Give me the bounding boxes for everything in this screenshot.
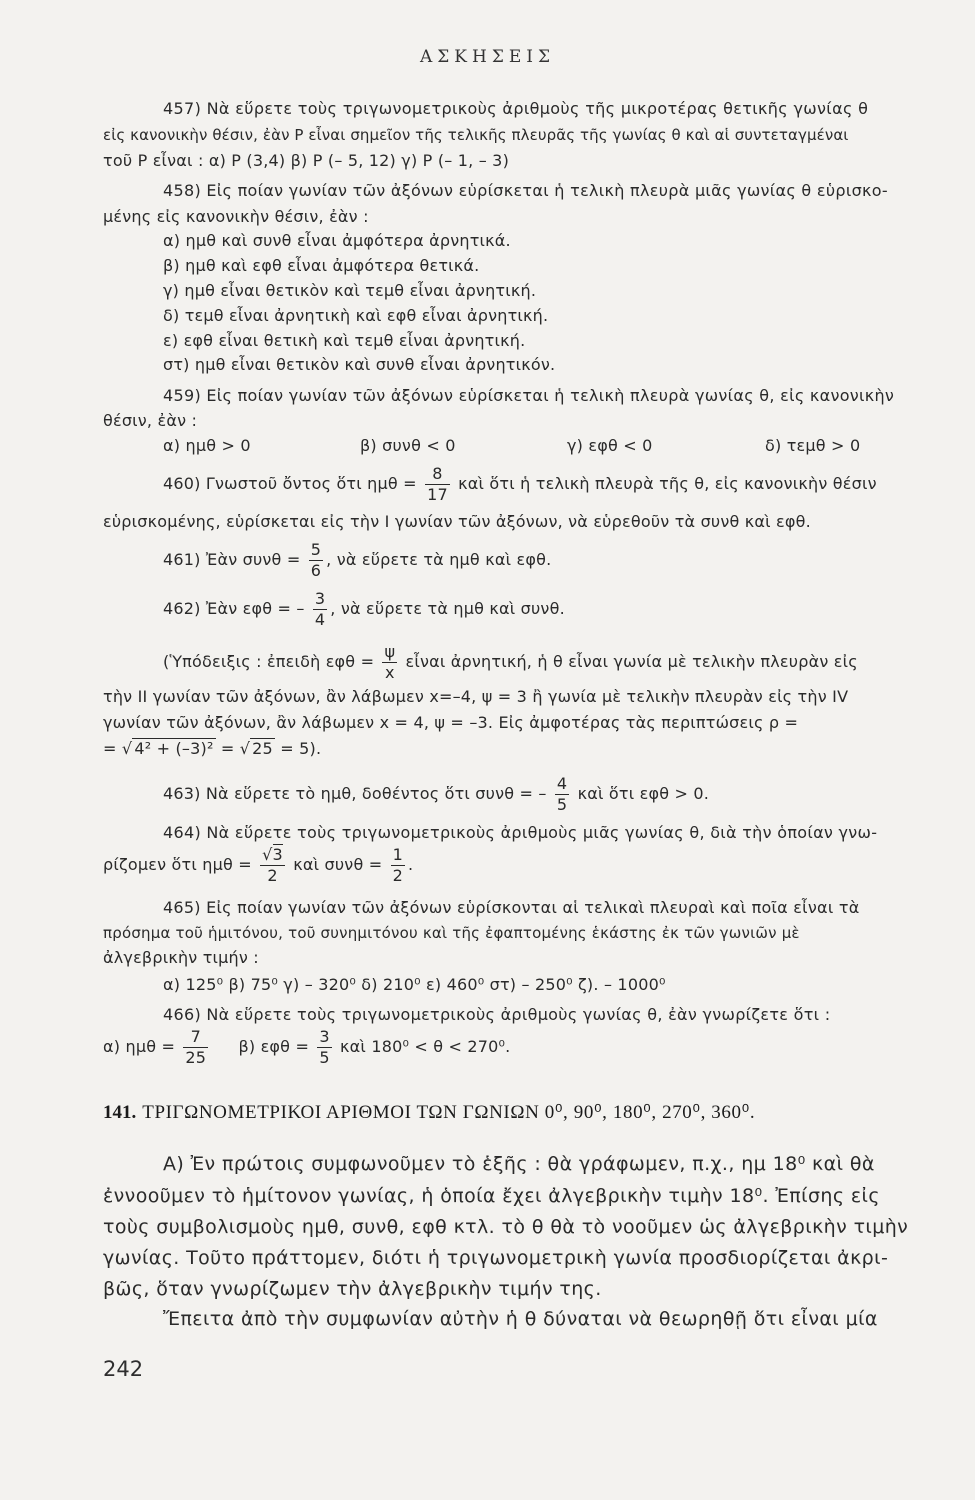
exercise-464-line-1: 464) Νὰ εὕρετε τοὺς τριγωνομετρικοὺς ἀριθμοὺς μιᾶς γωνίας θ, διὰ τὴν ὁποίαν γνω- (163, 823, 878, 842)
exercise-465-line-1: 465) Εἰς ποίαν γωνίαν τῶν ἀξόνων εὑρίσκονται αἱ τελικαὶ πλευραὶ καὶ ποῖα εἶναι τὰ (163, 898, 860, 917)
fraction-3-4: $\frac{3}{4}$ (314, 589, 326, 629)
exercise-457-line-1: 457) Νὰ εὕρετε τοὺς τριγωνομετρικοὺς ἀριθμοὺς τῆς μικροτέρας θετικῆς γωνίας θ (163, 99, 869, 118)
body-line-3: τοὺς συμβολισμοὺς ημθ, συνθ, εφθ κτλ. τὸ θ θὰ τὸ νοοῦμεν ὡς ἀλγεβρικὴν τιμὴν (103, 1216, 909, 1238)
exercise-459-option-c: γ) εφθ < 0 (567, 436, 653, 455)
fraction-7-25: $\frac{7}{25}$ (185, 1027, 207, 1067)
body-line-2: ἐννοοῦμεν τὸ ἡμίτονον γωνίας, ἡ ὁποία ἔχει ἀλγεβρικὴν τιμὴν 18⁰. Ἐπίσης εἰς (103, 1185, 880, 1207)
exercise-459-option-d: δ) τεμθ > 0 (765, 436, 861, 455)
exercise-459-line-1: 459) Εἰς ποίαν γωνίαν τῶν ἀξόνων εὑρίσκεται ἡ τελικὴ πλευρὰ γωνίας θ, εἰς κανονικὴν (163, 386, 895, 405)
fraction-1-2: $\frac{1}{2}$ (392, 845, 404, 885)
exercise-466-line-1: 466) Νὰ εὕρετε τοὺς τριγωνομετρικοὺς ἀριθμοὺς γωνίας θ, ἐὰν γνωρίζετε ὅτι : (163, 1005, 831, 1024)
sqrt-25: √ 25 (239, 739, 273, 758)
page-number: 242 (103, 1357, 144, 1381)
body-line-6: Ἔπειτα ἀπὸ τὴν συμφωνίαν αὐτὴν ἡ θ δύναται νὰ θεωρηθῇ ὅτι εἶναι μία (163, 1308, 878, 1330)
exercise-462: 462) Ἐὰν εφθ = – $\frac{3}{4}$ , νὰ εὕρετε τὰ ημθ καὶ συνθ. (163, 589, 565, 629)
hint-line-3: γωνίαν τῶν ἀξόνων, ἂν λάβωμεν x = 4, ψ = –3. Εἰς ἀμφοτέρας τὰς περιπτώσεις ρ = (103, 713, 799, 732)
exercise-459-option-a: α) ημθ > 0 (163, 436, 251, 455)
exercise-458-item-b: β) ημθ καὶ εφθ εἶναι ἀμφότερα θετικά. (163, 256, 480, 275)
sqrt-expression: √ 4² + (–3)² (121, 739, 214, 758)
page-header: ΑΣΚΗΣΕΙΣ (420, 47, 555, 67)
exercise-461: 461) Ἐὰν συνθ = $\frac{5}{6}$ , νὰ εὕρετε τὰ ημθ καὶ εφθ. (163, 540, 552, 580)
fraction-psi-x: $\frac{\psi}{x}$ (384, 642, 396, 682)
hint-line-2: τὴν II γωνίαν τῶν ἀξόνων, ἂν λάβωμεν x=–4, ψ = 3 ἢ γωνία μὲ τελικὴν πλευρὰν εἰς τὴν IV (103, 687, 849, 706)
exercise-460-line-1 (163, 462, 877, 506)
body-line-4: γωνίας. Τοῦτο πράττομεν, διότι ἡ τριγωνομετρικὴ γωνία προσδιορίζεται ἀκρι- (103, 1247, 889, 1269)
fraction-5-6: $\frac{5}{6}$ (310, 540, 322, 580)
exercise-460-line-2: εὑρισκομένης, εὑρίσκεται εἰς τὴν I γωνίαν τῶν ἀξόνων, νὰ εὑρεθοῦν τὰ συνθ καὶ εφθ. (103, 512, 811, 531)
exercise-458-item-d: δ) τεμθ εἶναι ἀρνητικὴ καὶ εφθ εἶναι ἀρνητική. (163, 306, 549, 325)
exercise-458-line-1: 458) Εἰς ποίαν γωνίαν τῶν ἀξόνων εὑρίσκεται ἡ τελικὴ πλευρὰ μιᾶς γωνίας θ εὑρισκο- (163, 181, 888, 200)
section-heading (103, 1101, 755, 1124)
fraction-8-17: $\frac{8}{17}$ (427, 464, 448, 504)
hint-line-1: (Ὑπόδειξις : ἐπειδὴ εφθ = $\frac{\psi}{x}$ εἶναι ἀρνητική, ἡ θ εἶναι γωνία μὲ τελικὴν πλευρὰν εἰς (163, 642, 858, 682)
section-title: ΤΡΙΓΩΝΟΜΕΤΡΙΚΟΙ ΑΡΙΘΜΟΙ ΤΩΝ ΓΩΝΙΩΝ 0⁰, 90⁰, 180⁰, 270⁰, 360⁰. (142, 1102, 756, 1123)
exercise-457-line-2: εἰς κανονικὴν θέσιν, ἐὰν Ρ εἶναι σημεῖον τῆς τελικῆς πλευρᾶς τῆς γωνίας θ καὶ αἱ συντεταγμέναι (103, 126, 849, 144)
body-line-1: Α) Ἐν πρώτοις συμφωνοῦμεν τὸ ἑξῆς : θὰ γράφωμεν, π.χ., ημ 18⁰ καὶ θὰ (163, 1153, 875, 1175)
fraction-4-5: $\frac{4}{5}$ (556, 774, 568, 814)
exercise-463: 463) Νὰ εὕρετε τὸ ημθ, δοθέντος ὅτι συνθ = – $\frac{4}{5}$ καὶ ὅτι εφθ > 0. (163, 774, 710, 814)
exercise-465-options: α) 125⁰ β) 75⁰ γ) – 320⁰ δ) 210⁰ ε) 460⁰ στ) – 250⁰ ζ). – 1000⁰ (163, 975, 666, 994)
exercise-457-line-3: τοῦ Ρ εἶναι : α) Ρ (3,4) β) Ρ (– 5, 12) γ) Ρ (– 1, – 3) (103, 151, 510, 170)
exercise-459-option-b: β) συνθ < 0 (360, 436, 456, 455)
exercise-466-line-2: α) ημθ = $\frac{7}{25}$ β) εφθ = $\frac{3}{5}$ καὶ 180⁰ < θ < 270⁰. (103, 1027, 511, 1067)
exercise-458-line-2: μένης εἰς κανονικὴν θέσιν, ἐὰν : (103, 207, 369, 226)
hint-line-4: = √ 4² + (–3)² = √ 25 = 5). (103, 739, 322, 758)
body-line-5: βῶς, ὅταν γνωρίζωμεν τὴν ἀλγεβρικὴν τιμήν της. (103, 1278, 602, 1300)
fraction-3-5: $\frac{3}{5}$ (319, 1027, 330, 1067)
section-number: 141. (103, 1102, 137, 1123)
exercise-458-item-a: α) ημθ καὶ συνθ εἶναι ἀμφότερα ἀρνητικά. (163, 231, 511, 250)
exercise-464-line-2: ρίζομεν ὅτι ημθ = $\frac{√3}{2}$ καὶ συνθ = $\frac{1}{2}$ . (103, 845, 414, 885)
exercise-460-text-end: καὶ ὅτι ἡ τελικὴ πλευρὰ τῆς θ, εἰς κανονικὴν θέσιν (458, 474, 877, 493)
exercise-458-item-e: ε) εφθ εἶναι θετικὴ καὶ τεμθ εἶναι ἀρνητική. (163, 331, 526, 350)
exercise-458-item-c: γ) ημθ εἶναι θετικὸν καὶ τεμθ εἶναι ἀρνητική. (163, 281, 537, 300)
exercise-458-item-f: στ) ημθ εἶναι θετικὸν καὶ συνθ εἶναι ἀρνητικόν. (163, 355, 556, 374)
exercise-460-text-start: 460) Γνωστοῦ ὄντος ὅτι ημθ = (163, 474, 417, 493)
exercise-459-line-2: θέσιν, ἐὰν : (103, 411, 198, 430)
exercise-465-line-2: πρόσημα τοῦ ἡμιτόνου, τοῦ συνημιτόνου καὶ τῆς ἐφαπτομένης ἑκάστης ἐκ τῶν γωνιῶν μὲ (103, 924, 800, 942)
fraction-sqrt3-2: $\frac{√3}{2}$ (262, 845, 283, 885)
exercise-465-line-3: ἀλγεβρικὴν τιμήν : (103, 948, 259, 967)
